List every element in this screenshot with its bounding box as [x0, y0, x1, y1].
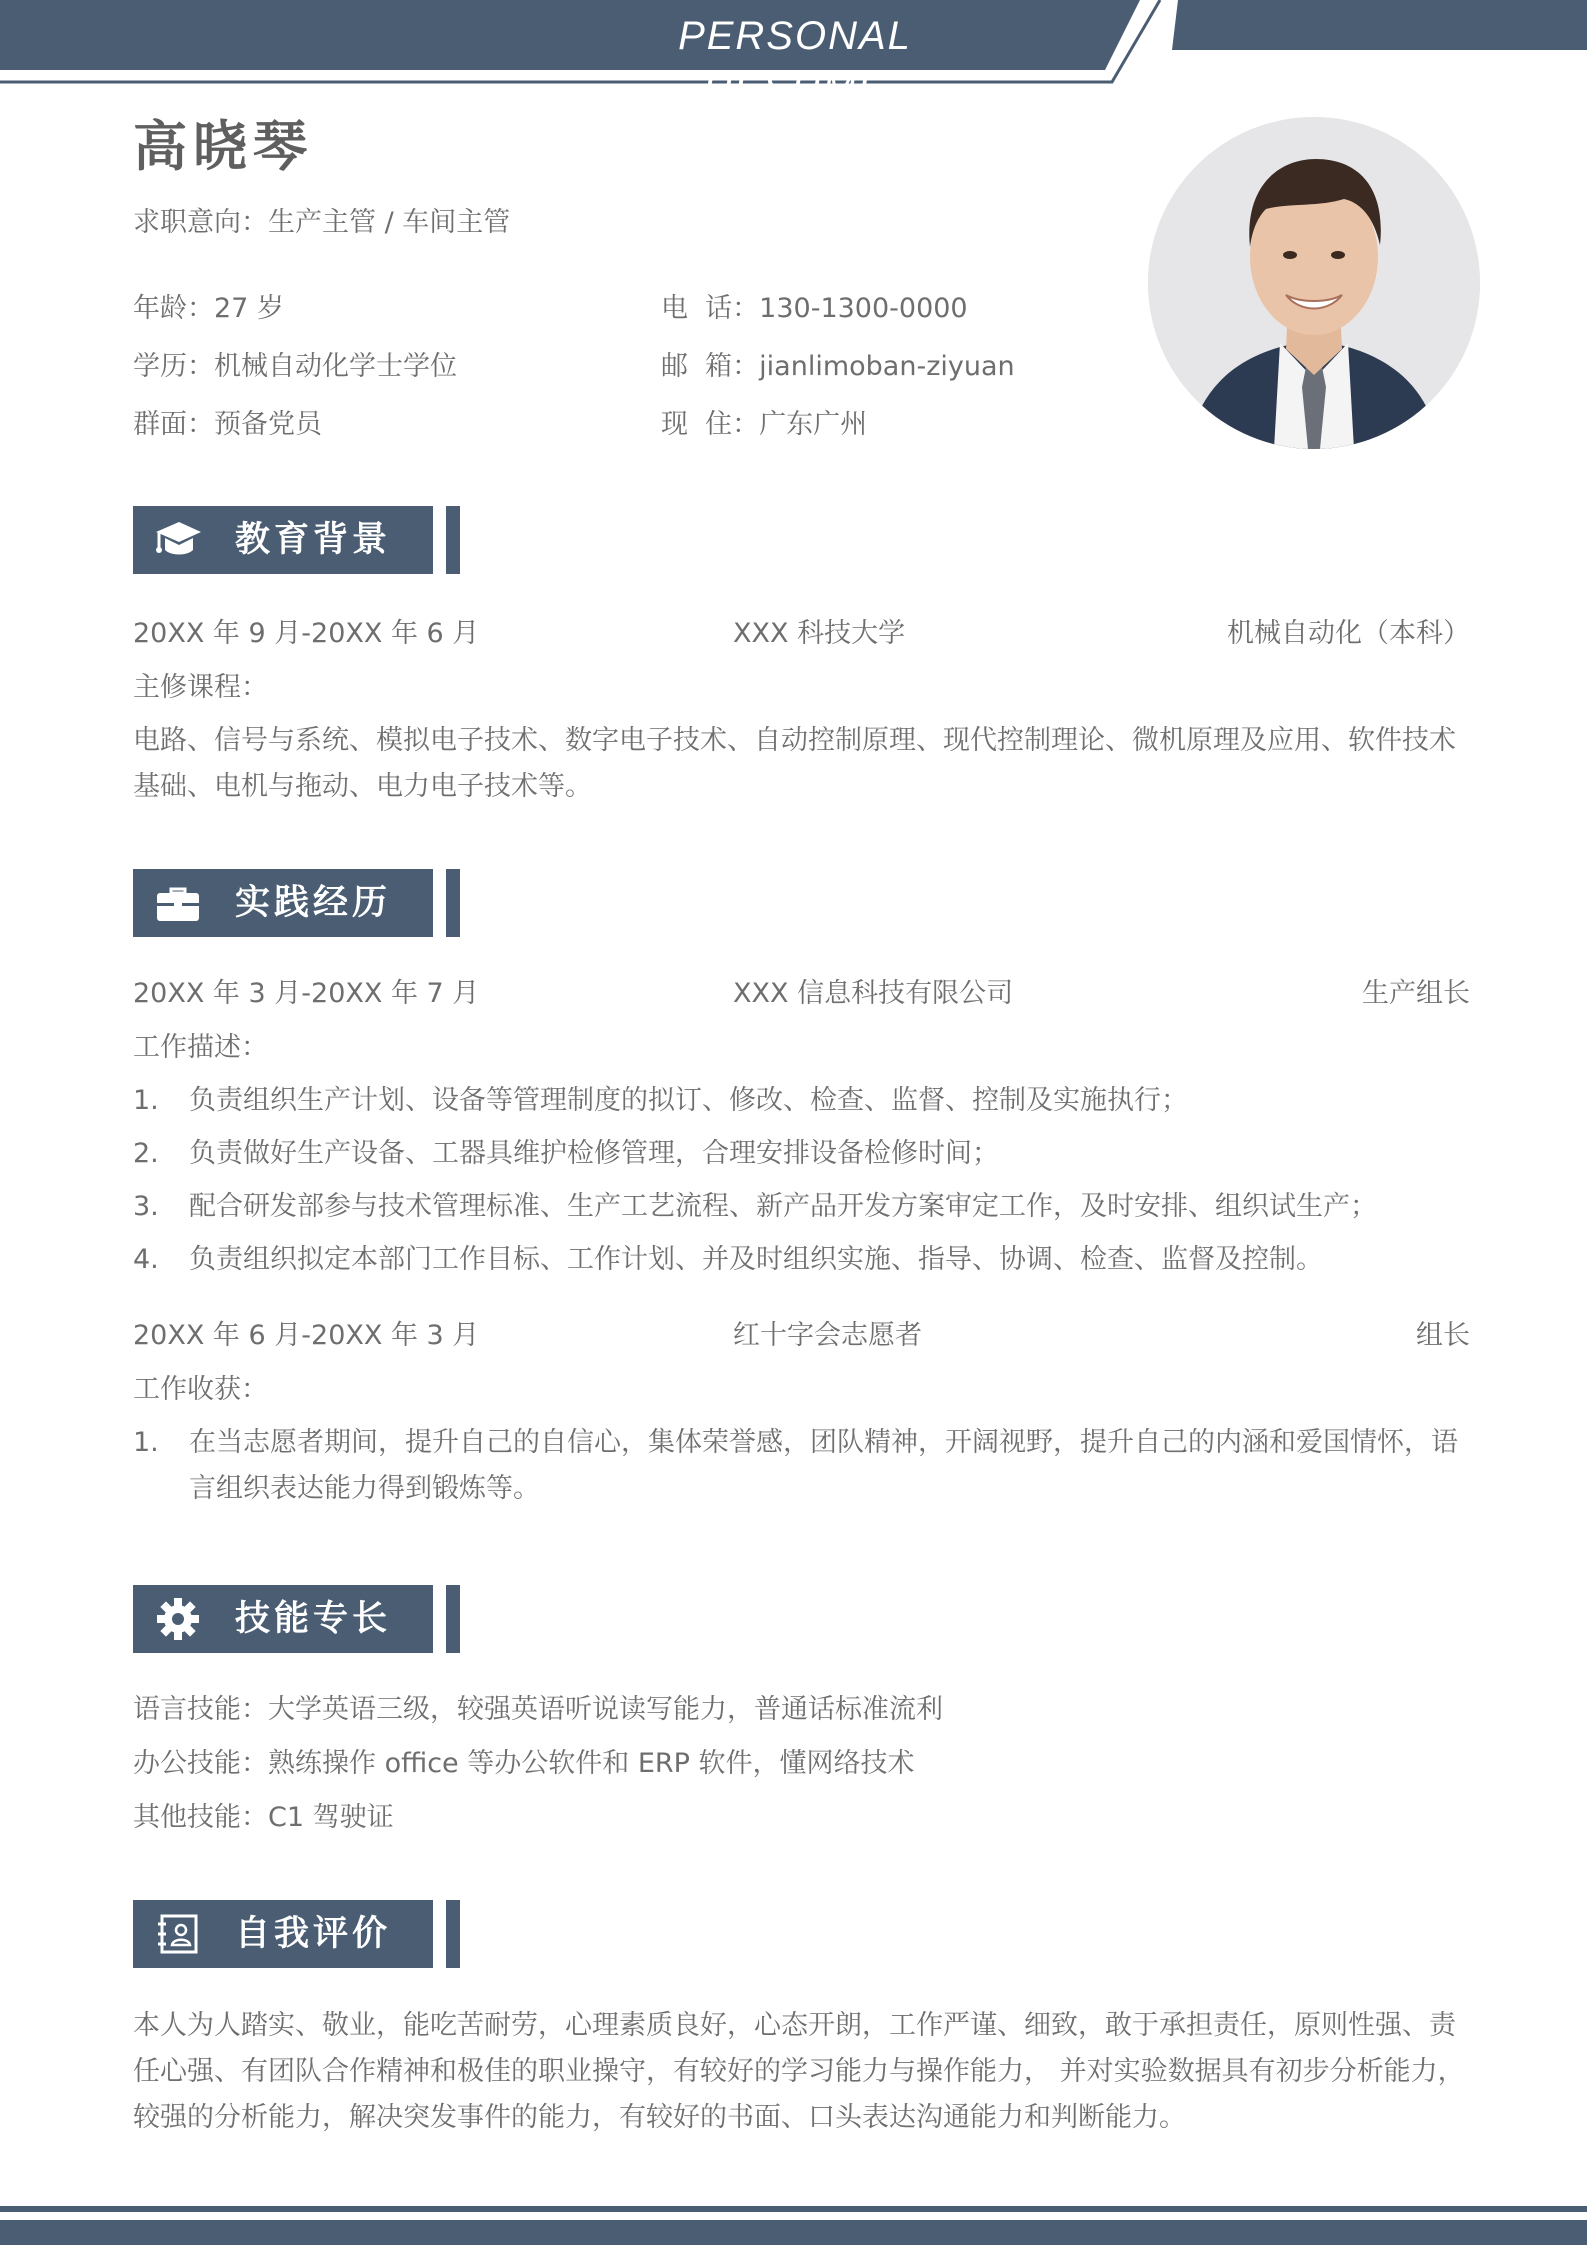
- footer-bar: [0, 2220, 1587, 2245]
- section-bar-accent: [446, 1585, 460, 1653]
- section-bar-accent: [446, 1900, 460, 1968]
- job-role: 生产组长: [1362, 978, 1470, 1009]
- list-item: 1. 在当志愿者期间，提升自己的自信心，集体荣誉感，团队精神，开阔视野，提升自己的内涵和爱国情怀，语言组织表达能力得到锻炼等。: [133, 1427, 1458, 1504]
- self-eval-text: 本人为人踏实、敬业，能吃苦耐劳，心理素质良好，心态开朗，工作严谨、细致，敢于承担责任，原则性强、责任心强、有团队合作精神和极佳的职业操守，有较好的学习能力与操作能力， 并对实验数据具有初步分析能力，较强的分析能力，解决突发事件的能力，有较好的书面、口头表达沟通能力和判断能力。: [133, 2010, 1465, 2133]
- footer-line: [0, 2206, 1587, 2212]
- job-duty-list: [133, 1078, 1470, 1290]
- job-org: 红十字会志愿者: [733, 1320, 922, 1351]
- job-gain-label: 工作收获：: [133, 1374, 268, 1405]
- list-item: 4. 负责组织拟定本部门工作目标、工作计划、并及时组织实施、指导、协调、检查、监督及控制。: [133, 1244, 1323, 1275]
- job-gain-list: [133, 1420, 1470, 1519]
- email-field: 邮 箱：jianlimoban-ziyuan: [661, 351, 1015, 382]
- gear-icon: [153, 1597, 203, 1641]
- section-header-experience: [133, 869, 460, 937]
- banner-title: PERSONAL RESUME: [678, 14, 912, 110]
- job-objective: 求职意向：生产主管 / 车间主管: [133, 207, 511, 238]
- education-period: 20XX 年 9 月-20XX 年 6 月: [133, 618, 480, 649]
- list-item: 1. 负责组织生产计划、设备等管理制度的拟订、修改、检查、监督、控制及实施执行；: [133, 1085, 1188, 1116]
- job-org: XXX 信息科技有限公司: [733, 978, 1014, 1009]
- education-school: XXX 科技大学: [733, 618, 906, 649]
- job-row: [133, 974, 1470, 1014]
- list-item: 2. 负责做好生产设备、工器具维护检修管理，合理安排设备检修时间；: [133, 1138, 999, 1169]
- list-item: 3. 配合研发部参与技术管理标准、生产工艺流程、新产品开发方案审定工作，及时安排、组织试生产；: [133, 1191, 1377, 1222]
- job-period: 20XX 年 3 月-20XX 年 7 月: [133, 978, 480, 1009]
- office-skill: 办公技能：熟练操作 office 等办公软件和 ERP 软件，懂网络技术: [133, 1748, 915, 1779]
- section-title: 实践经历: [235, 883, 392, 923]
- education-major: 机械自动化（本科）: [1227, 618, 1470, 649]
- contact-book-icon: [153, 1912, 203, 1956]
- job-role: 组长: [1416, 1320, 1470, 1351]
- courses-label: 主修课程：: [133, 672, 268, 703]
- education-row: [133, 614, 1470, 654]
- job-desc-label: 工作描述：: [133, 1032, 268, 1063]
- political-field: 群面：预备党员: [133, 409, 322, 440]
- profile-photo: [1148, 117, 1480, 449]
- top-banner: [0, 0, 1587, 110]
- job-row: [133, 1316, 1470, 1356]
- section-title: 技能专长: [235, 1599, 392, 1639]
- section-header-self-eval: [133, 1900, 460, 1968]
- age-field: 年龄：27 岁: [133, 293, 284, 324]
- other-skill: 其他技能：C1 驾驶证: [133, 1802, 394, 1833]
- section-title: 教育背景: [235, 520, 392, 560]
- address-field: 现 住：广东广州: [661, 409, 868, 440]
- graduation-cap-icon: [153, 518, 203, 562]
- courses-text: 电路、信号与系统、模拟电子技术、数字电子技术、自动控制原理、现代控制理论、微机原理及应用、软件技术基础、电机与拖动、电力电子技术等。: [133, 725, 1456, 802]
- education-field: 学历：机械自动化学士学位: [133, 351, 457, 382]
- section-header-education: [133, 506, 460, 574]
- phone-field: 电 话：130-1300-0000: [661, 293, 968, 324]
- job-period: 20XX 年 6 月-20XX 年 3 月: [133, 1320, 480, 1351]
- section-bar-accent: [446, 869, 460, 937]
- language-skill: 语言技能：大学英语三级，较强英语听说读写能力，普通话标准流利: [133, 1694, 943, 1725]
- candidate-name: 高晓琴: [133, 115, 313, 178]
- section-title: 自我评价: [235, 1914, 392, 1954]
- portrait-illustration: [1148, 117, 1480, 449]
- section-bar-accent: [446, 506, 460, 574]
- section-header-skills: [133, 1585, 460, 1653]
- briefcase-icon: [153, 881, 203, 925]
